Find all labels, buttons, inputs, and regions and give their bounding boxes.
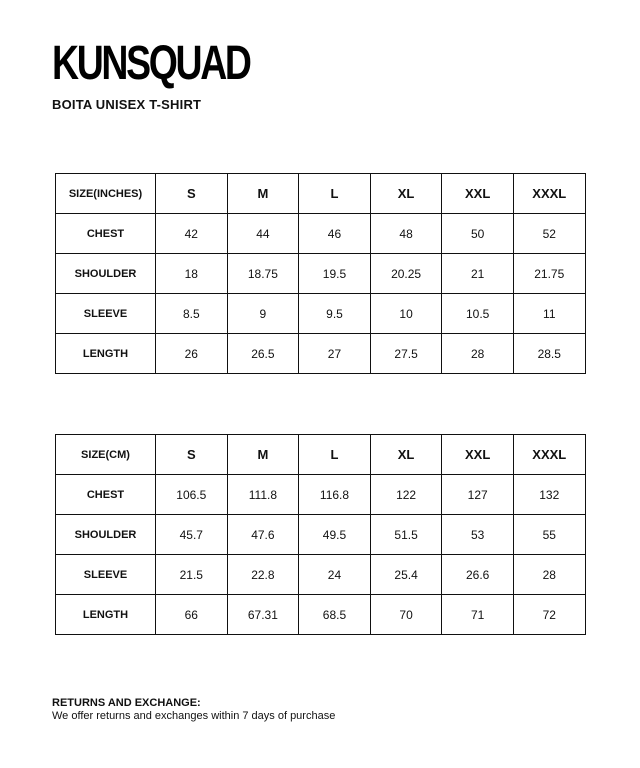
- product-title: BOITA UNISEX T-SHIRT: [52, 97, 202, 112]
- measurement-label: SHOULDER: [56, 254, 156, 294]
- measurement-value: 70: [370, 595, 442, 635]
- size-header-m: M: [227, 174, 299, 214]
- size-table-inches: [55, 173, 586, 374]
- size-header-s: S: [156, 435, 228, 475]
- measurement-value: 46: [299, 214, 371, 254]
- returns-heading: RETURNS AND EXCHANGE:: [52, 697, 201, 709]
- table-row-chest: [56, 475, 586, 515]
- measurement-value: 18: [156, 254, 228, 294]
- table-header-row: [56, 174, 586, 214]
- measurement-value: 11: [513, 294, 585, 334]
- measurement-value: 51.5: [370, 515, 442, 555]
- measurement-value: 111.8: [227, 475, 299, 515]
- size-header-xxl: XXL: [442, 174, 514, 214]
- table-row-shoulder: [56, 515, 586, 555]
- measurement-value: 9.5: [299, 294, 371, 334]
- size-table-cm: [55, 434, 586, 635]
- measurement-value: 71: [442, 595, 514, 635]
- measurement-value: 21: [442, 254, 514, 294]
- measurement-value: 53: [442, 515, 514, 555]
- brand-logo: KUNSQUAD: [52, 37, 250, 90]
- measurement-label: LENGTH: [56, 595, 156, 635]
- measurement-label: SLEEVE: [56, 555, 156, 595]
- measurement-label: SLEEVE: [56, 294, 156, 334]
- measurement-value: 66: [156, 595, 228, 635]
- measurement-label: SHOULDER: [56, 515, 156, 555]
- measurement-label: CHEST: [56, 475, 156, 515]
- measurement-value: 21.75: [513, 254, 585, 294]
- table-header-row: [56, 435, 586, 475]
- measurement-value: 26: [156, 334, 228, 374]
- measurement-value: 122: [370, 475, 442, 515]
- returns-text: We offer returns and exchanges within 7 days of purchase: [52, 710, 336, 722]
- measurement-value: 67.31: [227, 595, 299, 635]
- unit-label: SIZE(CM): [56, 435, 156, 475]
- size-header-m: M: [227, 435, 299, 475]
- measurement-value: 50: [442, 214, 514, 254]
- measurement-label: CHEST: [56, 214, 156, 254]
- measurement-value: 49.5: [299, 515, 371, 555]
- size-header-xxxl: XXXL: [513, 174, 585, 214]
- measurement-value: 45.7: [156, 515, 228, 555]
- measurement-value: 28.5: [513, 334, 585, 374]
- size-header-xxxl: XXXL: [513, 435, 585, 475]
- measurement-value: 106.5: [156, 475, 228, 515]
- size-header-l: L: [299, 435, 371, 475]
- unit-label: SIZE(INCHES): [56, 174, 156, 214]
- size-header-xl: XL: [370, 435, 442, 475]
- measurement-value: 55: [513, 515, 585, 555]
- measurement-value: 19.5: [299, 254, 371, 294]
- size-header-xl: XL: [370, 174, 442, 214]
- measurement-value: 20.25: [370, 254, 442, 294]
- measurement-value: 10: [370, 294, 442, 334]
- measurement-value: 47.6: [227, 515, 299, 555]
- measurement-value: 52: [513, 214, 585, 254]
- measurement-value: 26.6: [442, 555, 514, 595]
- table-row-length: [56, 595, 586, 635]
- table-row-sleeve: [56, 294, 586, 334]
- measurement-value: 68.5: [299, 595, 371, 635]
- measurement-value: 27.5: [370, 334, 442, 374]
- measurement-value: 21.5: [156, 555, 228, 595]
- measurement-value: 28: [513, 555, 585, 595]
- measurement-value: 48: [370, 214, 442, 254]
- measurement-value: 44: [227, 214, 299, 254]
- size-header-s: S: [156, 174, 228, 214]
- measurement-value: 25.4: [370, 555, 442, 595]
- size-header-xxl: XXL: [442, 435, 514, 475]
- measurement-value: 132: [513, 475, 585, 515]
- measurement-value: 27: [299, 334, 371, 374]
- measurement-value: 10.5: [442, 294, 514, 334]
- table-row-sleeve: [56, 555, 586, 595]
- measurement-value: 26.5: [227, 334, 299, 374]
- measurement-value: 116.8: [299, 475, 371, 515]
- measurement-value: 8.5: [156, 294, 228, 334]
- measurement-value: 9: [227, 294, 299, 334]
- measurement-value: 72: [513, 595, 585, 635]
- measurement-value: 18.75: [227, 254, 299, 294]
- table-row-chest: [56, 214, 586, 254]
- table-row-shoulder: [56, 254, 586, 294]
- measurement-label: LENGTH: [56, 334, 156, 374]
- measurement-value: 127: [442, 475, 514, 515]
- measurement-value: 24: [299, 555, 371, 595]
- returns-section: [52, 697, 335, 723]
- size-header-l: L: [299, 174, 371, 214]
- measurement-value: 22.8: [227, 555, 299, 595]
- table-row-length: [56, 334, 586, 374]
- measurement-value: 42: [156, 214, 228, 254]
- measurement-value: 28: [442, 334, 514, 374]
